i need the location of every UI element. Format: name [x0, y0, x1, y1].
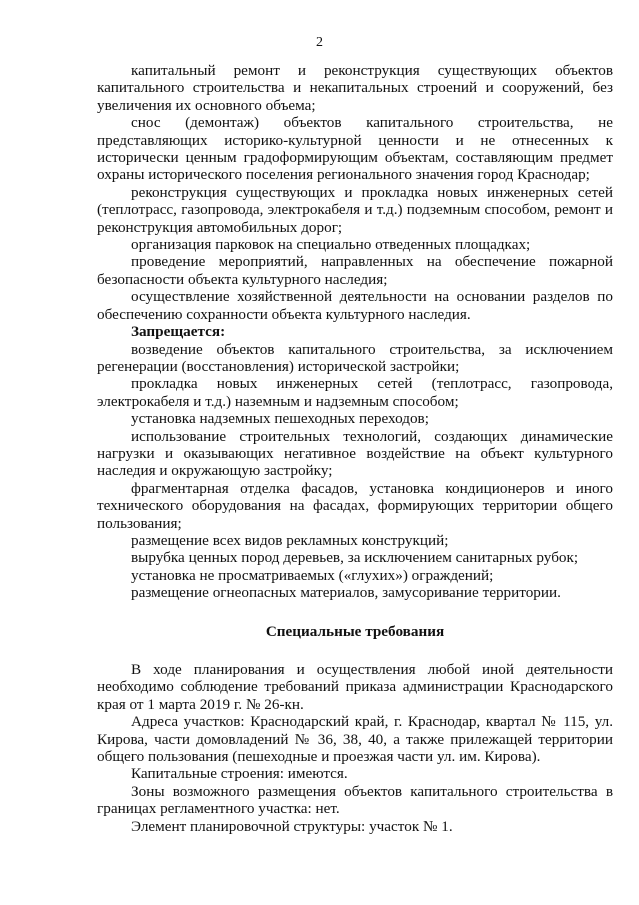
special-requirements: [97, 661, 613, 835]
prohibited-heading: Запрещается:: [131, 323, 226, 341]
special-paragraph: Элемент планировочной структуры: участок № 1.: [131, 817, 453, 835]
allowed-item: снос (демонтаж) объектов капитального строительства, не представляющих историко-культурной ценности и не отнесенных к исторически ценным градоформирующим объектам, составляющим предмет охраны исторического поселения регионального значения город Краснодар;: [97, 114, 613, 184]
prohibited-item: использование строительных технологий, создающих динамические нагрузки и оказывающих негативное воздействие на объект культурного наследия и окружающую застройку;: [97, 427, 613, 480]
prohibited-list: [97, 341, 613, 602]
prohibited-item: размещение всех видов рекламных конструкций;: [131, 531, 449, 549]
special-paragraph: В ходе планирования и осуществления любой иной деятельности необходимо соблюдение требований приказа администрации Краснодарского края от 1 марта 2019 г. № 26-кн.: [97, 661, 613, 713]
allowed-item: осуществление хозяйственной деятельности на основании разделов по обеспечению сохранности объекта культурного наследия.: [97, 288, 613, 323]
prohibited-item: установка надземных пешеходных переходов;: [131, 410, 429, 428]
prohibited-item: установка не просматриваемых («глухих») ограждений;: [131, 566, 494, 584]
allowed-item: проведение мероприятий, направленных на обеспечение пожарной безопасности объекта культурного наследия;: [97, 253, 613, 288]
special-paragraph: Зоны возможного размещения объектов капитального строительства в границах регламентного участка: нет.: [97, 782, 613, 818]
prohibited-item: фрагментарная отделка фасадов, установка кондиционеров и иного технического оборудования на фасадах, формирующих территории общего пользования;: [97, 479, 613, 532]
special-paragraph: Капитальные строения: имеются.: [131, 765, 348, 783]
special-paragraph: Адреса участков: Краснодарский край, г. Краснодар, квартал № 115, ул. Кирова, части домовладений № 36, 38, 40, а также прилежащей территории общего пользования (пешеходные и проезжая части ул. им. Кирова).: [97, 713, 613, 766]
allowed-list: [97, 62, 613, 323]
prohibited-item: вырубка ценных пород деревьев, за исключением санитарных рубок;: [131, 549, 579, 567]
allowed-item: организация парковок на специально отведенных площадках;: [131, 236, 531, 254]
allowed-item: реконструкция существующих и прокладка новых инженерных сетей (теплотрасс, газопровода, электрокабеля и т.д.) подземным способом, ремонт и реконструкция автомобильных дорог;: [97, 183, 613, 236]
prohibited-item: размещение огнеопасных материалов, замусоривание территории.: [131, 584, 561, 602]
prohibited-item: возведение объектов капитального строительства, за исключением регенерации (восстановления) исторической застройки;: [97, 340, 613, 375]
section-title: Специальные требования: [265, 622, 445, 640]
prohibited-item: прокладка новых инженерных сетей (теплотрасс, газопровода, электрокабеля и т.д.) наземным и надземным способом;: [97, 375, 613, 410]
document-body: [97, 62, 613, 835]
page-number: 2: [316, 35, 323, 50]
allowed-item: капитальный ремонт и реконструкция существующих объектов капитального строительства и некапитальных строений и сооружений, без увеличения их основного объема;: [97, 62, 613, 114]
